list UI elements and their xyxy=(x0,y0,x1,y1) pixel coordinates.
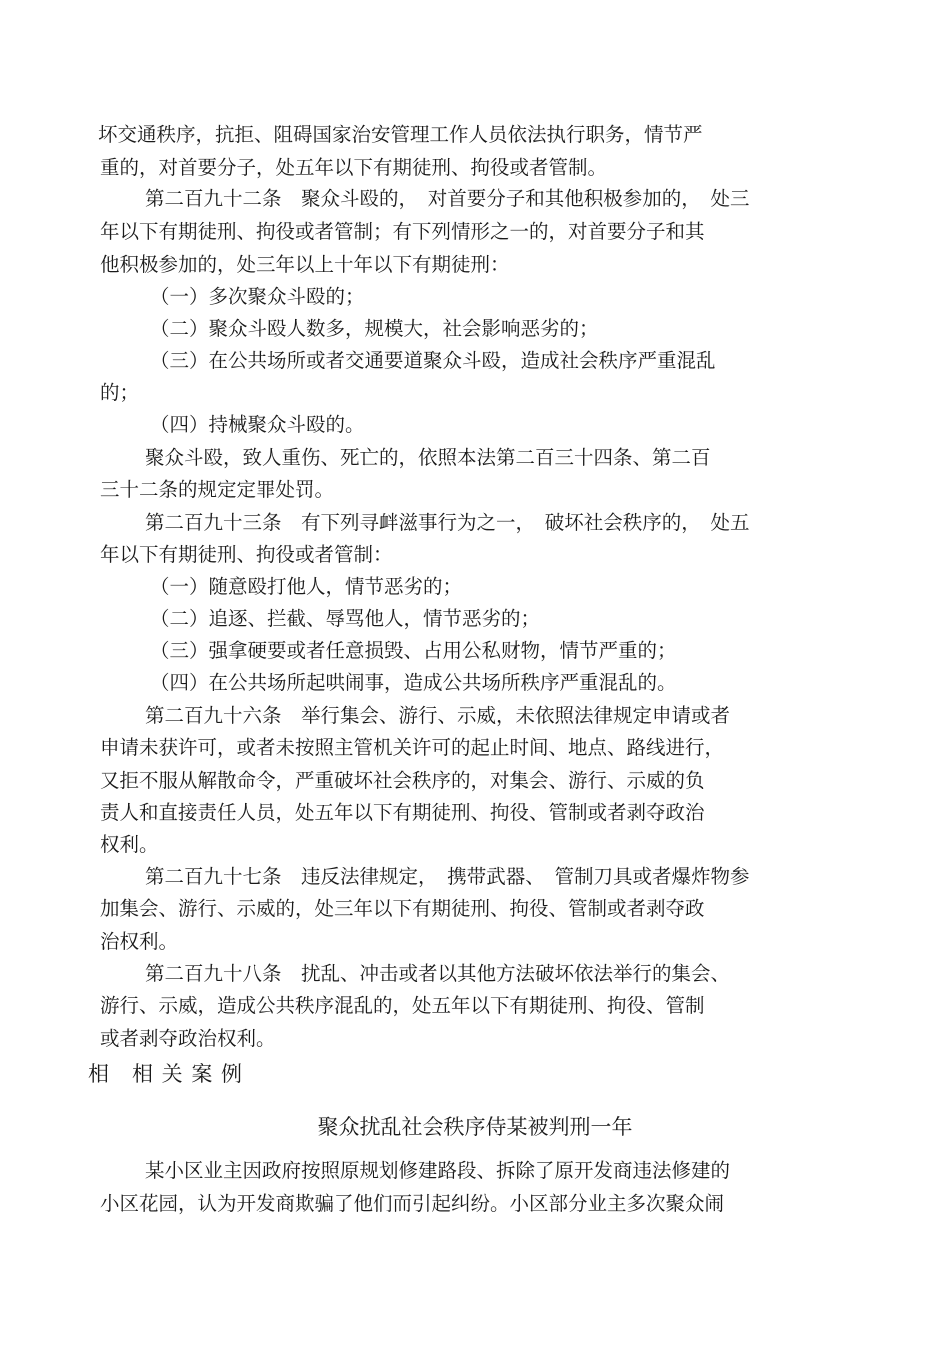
text-line: 重的，对首要分子，处五年以下有期徒刑、拘役或者管制。 xyxy=(100,156,608,179)
article-293-line: 第二百九十三条 有下列寻衅滋事行为之一， 破坏社会秩序的， 处五 xyxy=(145,511,750,534)
text-line: 他积极参加的，处三年以上十年以下有期徒刑： xyxy=(100,253,510,276)
list-item: （二）聚众斗殴人数多，规模大，社会影响恶劣的； xyxy=(150,317,599,340)
text-line: 责人和直接责任人员，处五年以下有期徒刑、拘役、管制或者剥夺政治 xyxy=(100,801,705,824)
text-line: 治权利。 xyxy=(100,930,179,953)
text-line: 权利。 xyxy=(100,833,159,856)
list-item: （一）多次聚众斗殴的； xyxy=(150,285,365,308)
text-line: 聚众斗殴，致人重伤、死亡的，依照本法第二百三十四条、第二百 xyxy=(145,446,711,469)
list-item: （三）强拿硬要或者任意损毁、占用公私财物，情节严重的； xyxy=(150,639,677,662)
list-item: （四）在公共场所起哄闹事，造成公共场所秩序严重混乱的。 xyxy=(150,671,677,694)
text-line: 或者剥夺政治权利。 xyxy=(100,1027,276,1050)
case-text-line: 某小区业主因政府按照原规划修建路段、拆除了原开发商违法修建的 xyxy=(145,1159,731,1182)
text-line: 年以下有期徒刑、拘役或者管制： xyxy=(100,543,393,566)
text-line: 的； xyxy=(100,381,140,404)
text-line: 申请未获许可，或者未按照主管机关许可的起止时间、地点、路线进行， xyxy=(100,736,725,759)
text-line: 又拒不服从解散命令，严重破坏社会秩序的，对集会、游行、示威的负 xyxy=(100,769,705,792)
article-292-line: 第二百九十二条 聚众斗殴的， 对首要分子和其他积极参加的， 处三 xyxy=(145,187,750,210)
case-title: 聚众扰乱社会秩序侍某被判刑一年 xyxy=(317,1115,633,1139)
text-line: 加集会、游行、示威的，处三年以下有期徒刑、拘役、管制或者剥夺政 xyxy=(100,897,705,920)
text-line: 坏交通秩序，抗拒、阻碍国家治安管理工作人员依法执行职务，情节严 xyxy=(98,123,703,146)
section-heading: 相 相 关 案 例 xyxy=(88,1062,244,1086)
article-296-line: 第二百九十六条 举行集会、游行、示威，未依照法律规定申请或者 xyxy=(145,704,731,727)
case-text-line: 小区花园，认为开发商欺骗了他们而引起纠纷。小区部分业主多次聚众闹 xyxy=(100,1192,725,1215)
list-item: （一）随意殴打他人，情节恶劣的； xyxy=(150,575,463,598)
article-297-line: 第二百九十七条 违反法律规定， 携带武器、 管制刀具或者爆炸物参 xyxy=(145,865,750,888)
article-298-line: 第二百九十八条 扰乱、冲击或者以其他方法破坏依法举行的集会、 xyxy=(145,962,731,985)
list-item: （二）追逐、拦截、辱骂他人，情节恶劣的； xyxy=(150,607,541,630)
text-line: 游行、示威，造成公共秩序混乱的，处五年以下有期徒刑、拘役、管制 xyxy=(100,994,705,1017)
text-line: 三十二条的规定定罪处罚。 xyxy=(100,478,335,501)
text-line: 年以下有期徒刑、拘役或者管制；有下列情形之一的，对首要分子和其 xyxy=(100,220,705,243)
list-item: （四）持械聚众斗殴的。 xyxy=(150,413,365,436)
list-item: （三）在公共场所或者交通要道聚众斗殴，造成社会秩序严重混乱 xyxy=(150,349,716,372)
